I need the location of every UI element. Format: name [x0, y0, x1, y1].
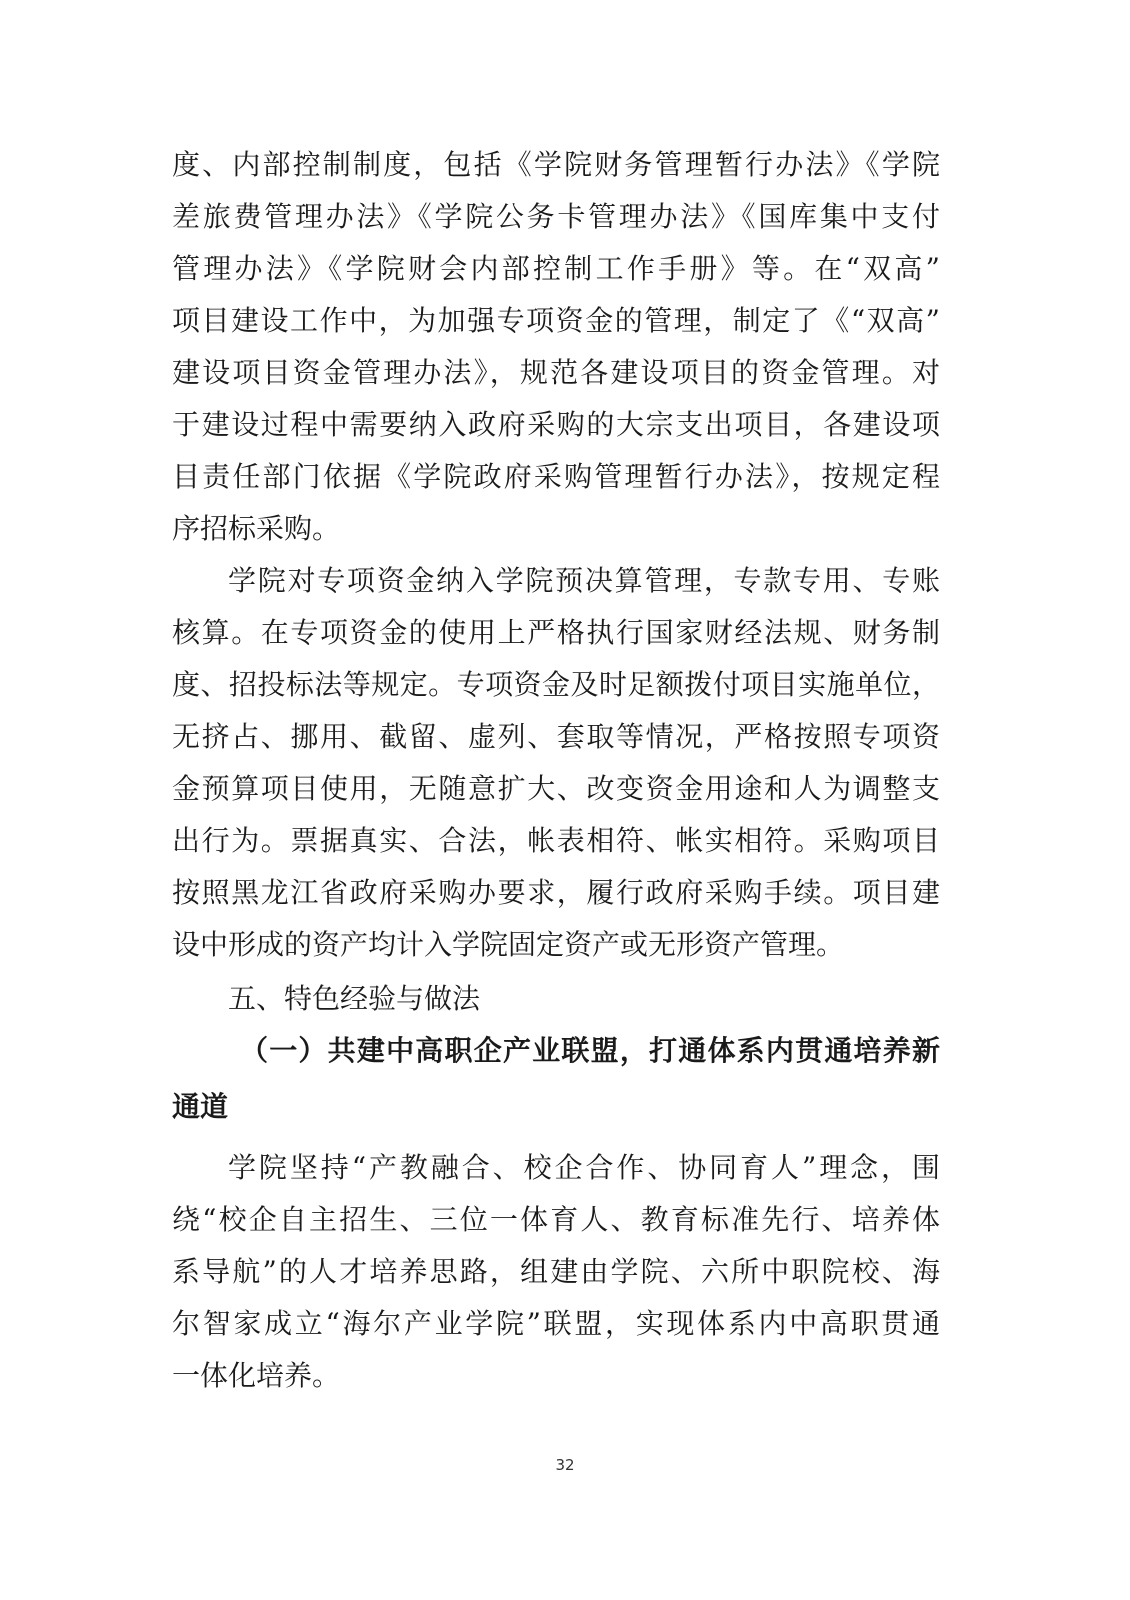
text-line: 按照黑龙江省政府采购办要求，履行政府采购手续。项目建	[172, 876, 940, 909]
text-line: 目责任部门依据《学院政府采购管理暂行办法》，按规定程	[172, 460, 940, 493]
subsection-heading-line: 通道	[172, 1090, 229, 1123]
text-line: 核算。在专项资金的使用上严格执行国家财经法规、财务制	[172, 616, 940, 649]
text-line: 尔智家成立“海尔产业学院”联盟，实现体系内中高职贯通	[172, 1307, 940, 1340]
text-line: 学院坚持“产教融合、校企合作、协同育人”理念，围	[228, 1151, 940, 1184]
text-line: 度、内部控制制度，包括《学院财务管理暂行办法》《学院	[172, 148, 940, 181]
text-line: 金预算项目使用，无随意扩大、改变资金用途和人为调整支	[172, 772, 940, 805]
text-line: 无挤占、挪用、截留、虚列、套取等情况，严格按照专项资	[172, 720, 940, 753]
text-line: 绕“校企自主招生、三位一体育人、教育标准先行、培养体	[172, 1203, 940, 1236]
text-line: 设中形成的资产均计入学院固定资产或无形资产管理。	[172, 928, 845, 961]
text-line: 项目建设工作中，为加强专项资金的管理，制定了《“双高”	[172, 304, 940, 337]
text-line: 管理办法》《学院财会内部控制工作手册》等。在“双高”	[172, 252, 940, 285]
subsection-heading-line: （一）共建中高职企产业联盟，打通体系内贯通培养新	[240, 1034, 940, 1067]
page-number: 32	[555, 1456, 575, 1474]
text-line: 出行为。票据真实、合法，帐表相符、帐实相符。采购项目	[172, 824, 940, 857]
text-line: 一体化培养。	[172, 1359, 341, 1392]
text-line: 系导航”的人才培养思路，组建由学院、六所中职院校、海	[172, 1255, 940, 1288]
text-line: 于建设过程中需要纳入政府采购的大宗支出项目，各建设项	[172, 408, 940, 441]
text-line: 学院对专项资金纳入学院预决算管理，专款专用、专账	[228, 564, 940, 597]
text-line: 差旅费管理办法》《学院公务卡管理办法》《国库集中支付	[172, 200, 940, 233]
text-line: 度、招投标法等规定。专项资金及时足额拨付项目实施单位，	[172, 668, 940, 701]
section-heading: 五、特色经验与做法	[228, 982, 481, 1015]
text-line: 序招标采购。	[172, 512, 341, 545]
text-line: 建设项目资金管理办法》，规范各建设项目的资金管理。对	[172, 356, 940, 389]
